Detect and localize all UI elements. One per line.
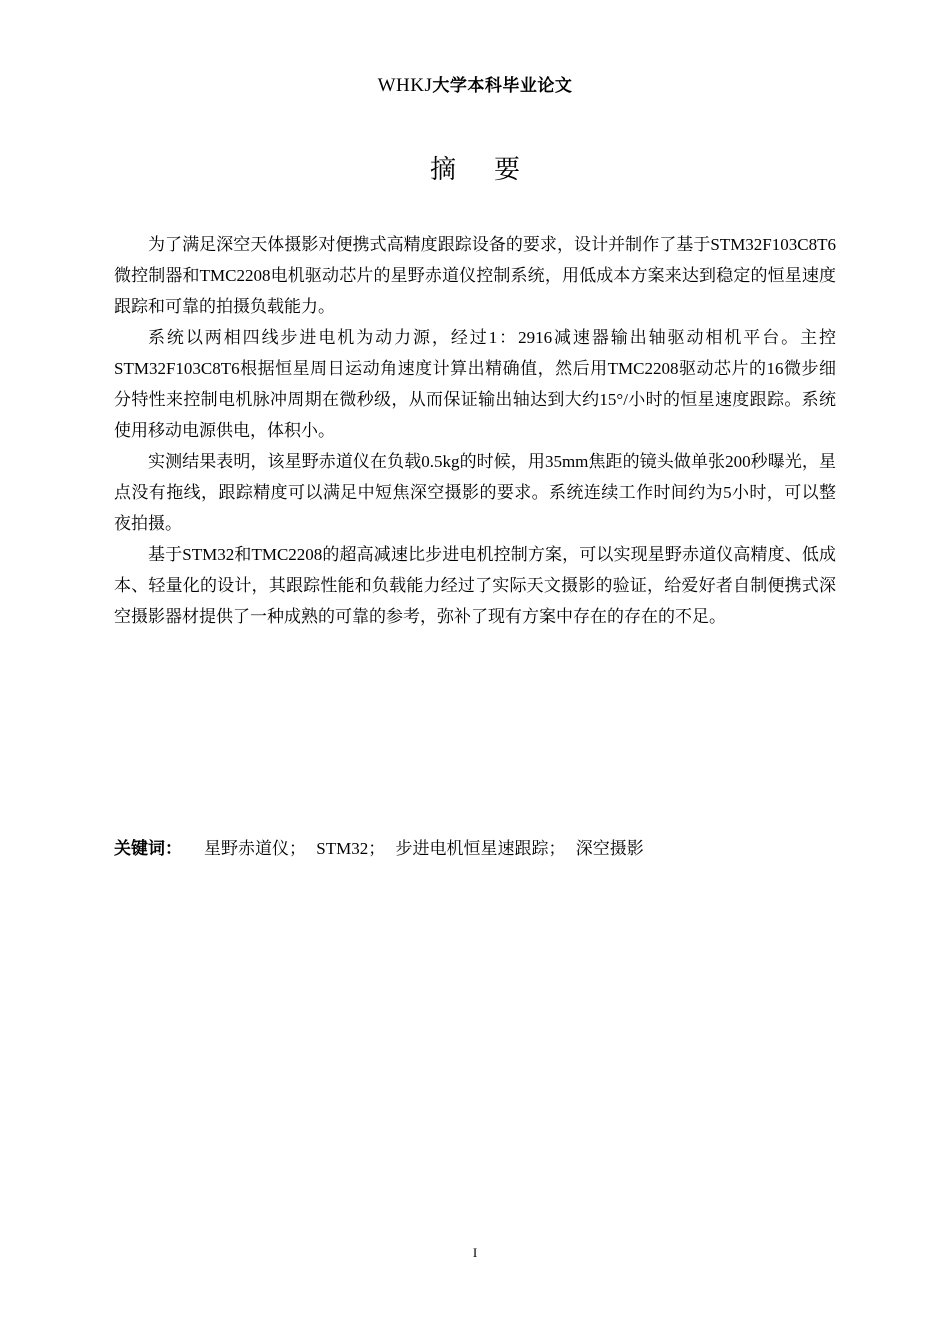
keyword-item: STM32； xyxy=(316,839,386,858)
abstract-paragraph: 实测结果表明，该星野赤道仪在负载0.5kg的时候，用35mm焦距的镜头做单张200秒曝光，星点没有拖线，跟踪精度可以满足中短焦深空摄影的要求。系统连续工作时间约为5小时，可以整夜拍摄。 xyxy=(114,452,836,533)
header-latin-text: WHKJ xyxy=(377,75,433,96)
abstract-paragraph: 为了满足深空天体摄影对便携式高精度跟踪设备的要求，设计并制作了基于STM32F103C8T6微控制器和TMC2208电机驱动芯片的星野赤道仪控制系统，用低成本方案来达到稳定的恒星速度跟踪和可靠的拍摄负载能力。 xyxy=(114,235,836,316)
keyword-item: 星野赤道仪； xyxy=(204,839,306,858)
keyword-item: 步进电机恒星速跟踪； xyxy=(395,839,566,858)
keywords-line xyxy=(114,834,836,864)
page-header xyxy=(0,72,950,100)
abstract-title: 摘要 xyxy=(429,155,558,185)
keyword-item: 深空摄影 xyxy=(575,839,644,858)
page-number: I xyxy=(472,1245,478,1260)
keywords-label: 关键词： xyxy=(114,839,182,859)
abstract-paragraph: 基于STM32和TMC2208的超高减速比步进电机控制方案，可以实现星野赤道仪高精度、低成本、轻量化的设计，其跟踪性能和负载能力经过了实际天文摄影的验证，给爱好者自制便携式深空摄影器材提供了一种成熟的可靠的参考，弥补了现有方案中存在的存在的不足。 xyxy=(114,545,836,626)
abstract-paragraph: 系统以两相四线步进电机为动力源，经过1：2916减速器输出轴驱动相机平台。主控STM32F103C8T6根据恒星周日运动角速度计算出精确值，然后用TMC2208驱动芯片的16微步细分特性来控制电机脉冲周期在微秒级，从而保证输出轴达到大约15°/小时的恒星速度跟踪。系统使用移动电源供电，体积小。 xyxy=(114,328,836,440)
header-title-text: 大学本科毕业论文 xyxy=(432,76,573,96)
abstract-body xyxy=(114,229,836,632)
